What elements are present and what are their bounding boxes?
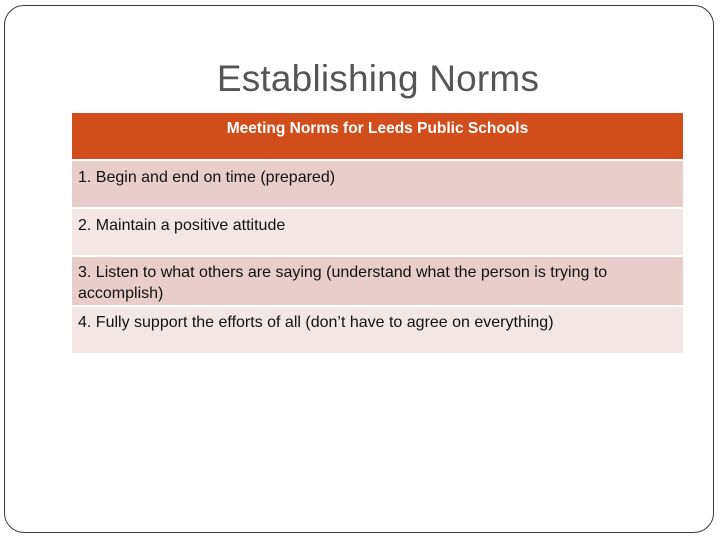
table-header-row xyxy=(72,113,683,160)
table-row xyxy=(72,306,683,354)
table-row xyxy=(72,208,683,256)
norm-item-4: 4. Fully support the efforts of all (don’t have to agree on everything) xyxy=(72,306,683,354)
norm-item-2: 2. Maintain a positive attitude xyxy=(72,208,683,256)
table-row xyxy=(72,256,683,306)
norm-item-1: 1. Begin and end on time (prepared) xyxy=(72,160,683,208)
table-header: Meeting Norms for Leeds Public Schools xyxy=(72,113,683,160)
norm-item-3: 3. Listen to what others are saying (understand what the person is trying to accomplish) xyxy=(72,256,683,306)
norms-table xyxy=(72,113,683,355)
table-row xyxy=(72,160,683,208)
slide-title: Establishing Norms xyxy=(216,58,540,99)
